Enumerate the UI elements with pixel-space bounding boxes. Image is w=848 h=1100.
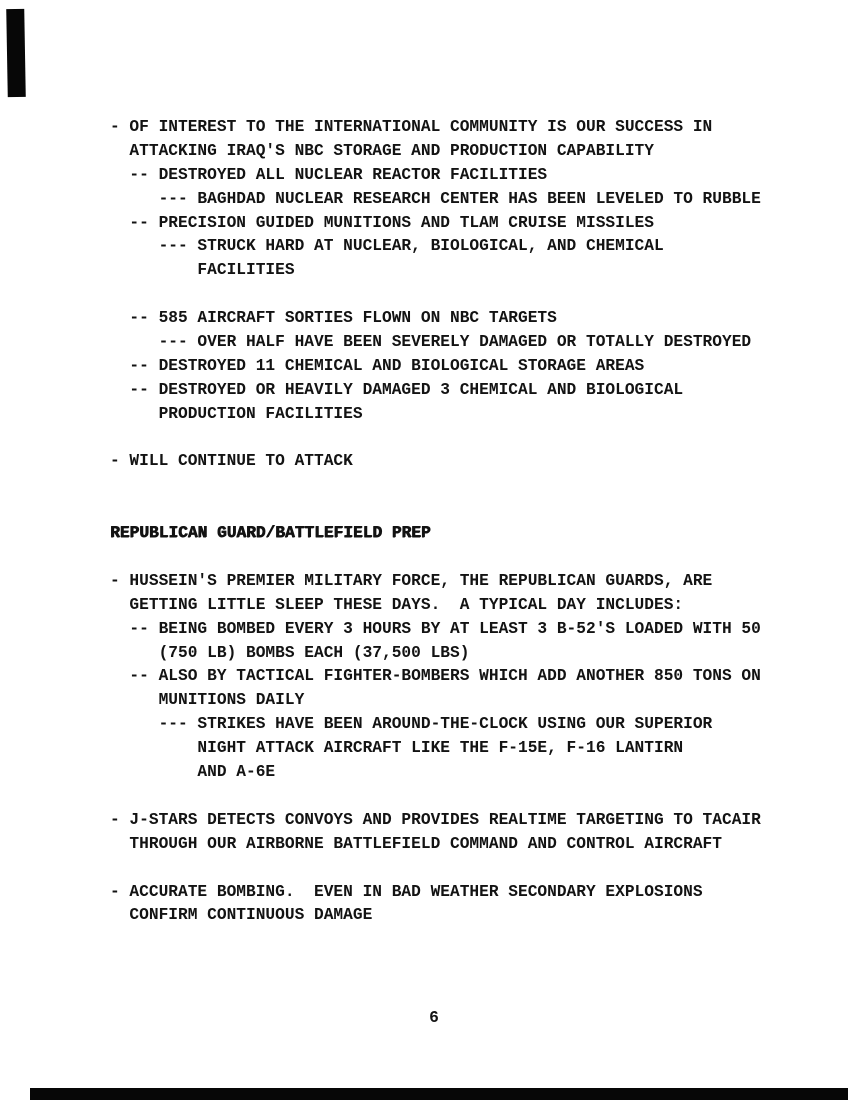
document-line: --- STRUCK HARD AT NUCLEAR, BIOLOGICAL, AND CHEMICAL <box>110 237 664 256</box>
document-line: --- BAGHDAD NUCLEAR RESEARCH CENTER HAS BEEN LEVELED TO RUBBLE <box>110 189 761 208</box>
document-line: - HUSSEIN'S PREMIER MILITARY FORCE, THE REPUBLICAN GUARDS, ARE <box>110 571 713 590</box>
document-line: --- OVER HALF HAVE BEEN SEVERELY DAMAGED OR TOTALLY DESTROYED <box>110 333 752 352</box>
document-line <box>110 498 761 522</box>
document-line: -- 585 AIRCRAFT SORTIES FLOWN ON NBC TARGETS <box>110 309 557 328</box>
document-line: MUNITIONS DAILY <box>110 691 305 710</box>
document-line <box>110 785 761 809</box>
document-line: - WILL CONTINUE TO ATTACK <box>110 452 353 471</box>
document-line: -- DESTROYED OR HEAVILY DAMAGED 3 CHEMICAL AND BIOLOGICAL <box>110 380 684 399</box>
scan-artifact-top-left <box>6 9 26 97</box>
document-line: -- DESTROYED 11 CHEMICAL AND BIOLOGICAL STORAGE AREAS <box>110 356 645 375</box>
document-line: NIGHT ATTACK AIRCRAFT LIKE THE F-15E, F-16 LANTIRN <box>110 739 684 758</box>
document-line: AND A-6E <box>110 763 276 782</box>
document-line: FACILITIES <box>110 261 295 280</box>
document-line: -- ALSO BY TACTICAL FIGHTER-BOMBERS WHICH ADD ANOTHER 850 TONS ON <box>110 667 761 686</box>
document-line <box>110 546 761 570</box>
document-line: -- BEING BOMBED EVERY 3 HOURS BY AT LEAST 3 B-52'S LOADED WITH 50 <box>110 619 761 638</box>
document-line: - OF INTEREST TO THE INTERNATIONAL COMMUNITY IS OUR SUCCESS IN <box>110 118 713 136</box>
document-line: PRODUCTION FACILITIES <box>110 404 363 423</box>
section-heading: REPUBLICAN GUARD/BATTLEFIELD PREP <box>110 524 431 543</box>
document-line <box>110 857 761 881</box>
document-line <box>110 427 761 451</box>
document-line: --- STRIKES HAVE BEEN AROUND-THE-CLOCK USING OUR SUPERIOR <box>110 715 713 734</box>
document-line: -- DESTROYED ALL NUCLEAR REACTOR FACILITIES <box>110 165 548 184</box>
document-line: -- PRECISION GUIDED MUNITIONS AND TLAM CRUISE MISSILES <box>110 213 654 232</box>
page-number: 6 <box>429 1009 439 1027</box>
document-line: - ACCURATE BOMBING. EVEN IN BAD WEATHER SECONDARY EXPLOSIONS <box>110 882 703 901</box>
document-line: - J-STARS DETECTS CONVOYS AND PROVIDES REALTIME TARGETING TO TACAIR <box>110 810 761 829</box>
document-line: ATTACKING IRAQ'S NBC STORAGE AND PRODUCTION CAPABILITY <box>110 141 654 160</box>
document-line: THROUGH OUR AIRBORNE BATTLEFIELD COMMAND AND CONTROL AIRCRAFT <box>110 834 722 853</box>
document-line: CONFIRM CONTINUOUS DAMAGE <box>110 906 373 925</box>
document-body <box>110 116 761 928</box>
document-line <box>110 283 761 307</box>
document-line: GETTING LITTLE SLEEP THESE DAYS. A TYPICAL DAY INCLUDES: <box>110 595 684 614</box>
scan-artifact-bottom-edge <box>30 1088 848 1100</box>
document-line: (750 LB) BOMBS EACH (37,500 LBS) <box>110 643 470 662</box>
document-line <box>110 474 761 498</box>
